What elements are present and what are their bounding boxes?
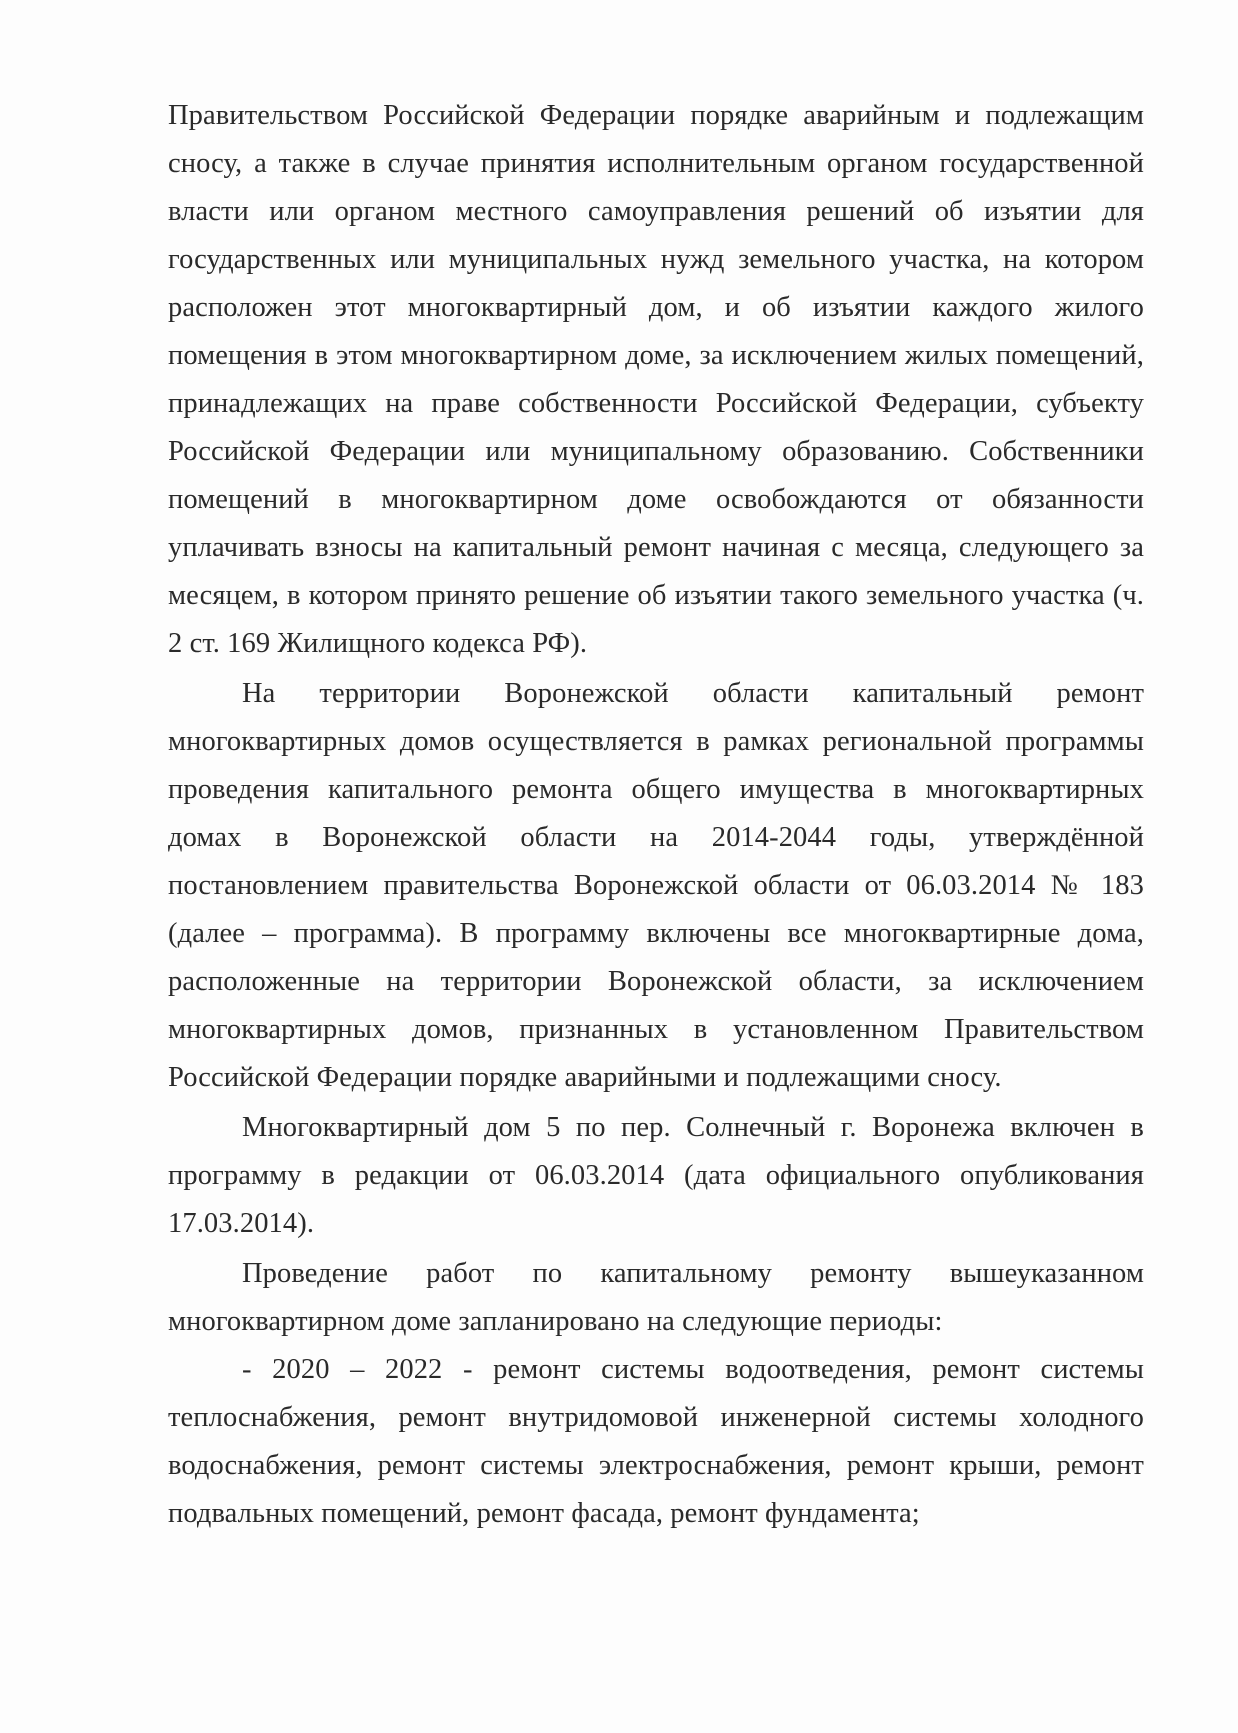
document-body [168,92,1144,1538]
paragraph-5: - 2020 – 2022 - ремонт системы водоотведения, ремонт системы теплоснабжения, ремонт внутридомовой инженерной системы холодного водоснабжения, ремонт системы электроснабжения, ремонт крыши, ремонт подвальных помещений, ремонт фасада, ремонт фундамента; [168,1354,1144,1529]
paragraph-2: На территории Воронежской области капитальный ремонт многоквартирных домов осуществляется в рамках региональной программы проведения капитального ремонта общего имущества в многоквартирных домах в Воронежской области на 2014-2044 годы, утверждённой постановлением правительства Воронежской области от 06.03.2014 № 183 (далее – программа). В программу включены все многоквартирные дома, расположенные на территории Воронежской области, за исключением многоквартирных домов, признанных в установленном Правительством Российской Федерации порядке аварийными и подлежащими сносу. [168,678,1144,1093]
paragraph-3: Многоквартирный дом 5 по пер. Солнечный г. Воронежа включен в программу в редакции от 06.03.2014 (дата официального опубликования 17.03.2014). [168,1112,1144,1239]
paragraph-4: Проведение работ по капитальному ремонту вышеуказанном многоквартирном доме запланировано на следующие периоды: [168,1258,1144,1337]
paragraph-1: Правительством Российской Федерации порядке аварийным и подлежащим сносу, а также в случае принятия исполнительным органом государственной власти или органом местного самоуправления решений об изъятии для государственных или муниципальных нужд земельного участка, на котором расположен этот многоквартирный дом, и об изъятии каждого жилого помещения в этом многоквартирном доме, за исключением жилых помещений, принадлежащих на праве собственности Российской Федерации, субъекту Российской Федерации или муниципальному образованию. Собственники помещений в многоквартирном доме освобождаются от обязанности уплачивать взносы на капитальный ремонт начиная с месяца, следующего за месяцем, в котором принято решение об изъятии такого земельного участка (ч. 2 ст. 169 Жилищного кодекса РФ). [168,100,1144,659]
